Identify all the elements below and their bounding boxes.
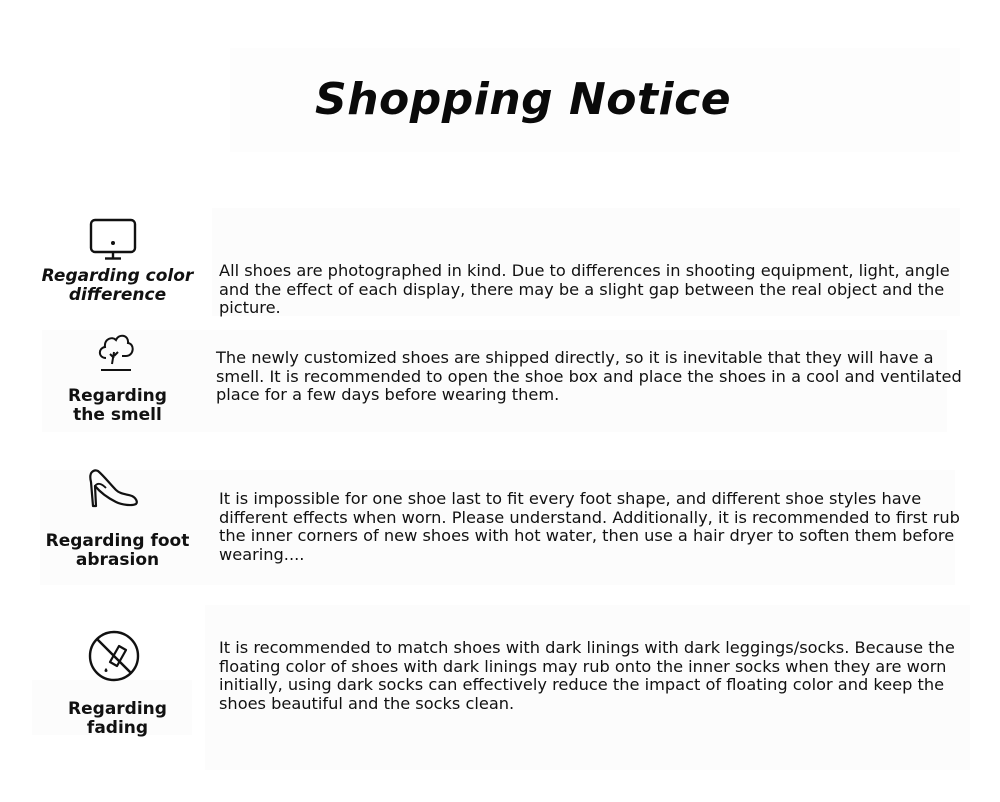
section-2-text: The newly customized shoes are shipped directly, so it is inevitable that they will have a smell. It is recommended to open the shoe box and place the shoes in a cool and ventilated place for a few days before wearing them. bbox=[216, 348, 962, 404]
section-4-label bbox=[40, 700, 195, 738]
page-title: Shopping Notice bbox=[315, 74, 732, 125]
section-1-label-line2: difference bbox=[68, 285, 167, 305]
section-2-label-line2: the smell bbox=[73, 405, 162, 425]
section-1-label bbox=[40, 267, 195, 305]
section-2-label bbox=[40, 387, 195, 425]
section-3-label-line2: abrasion bbox=[75, 550, 160, 570]
section-3-label-line1: Regarding foot bbox=[45, 531, 190, 551]
section-2-label-line1: Regarding bbox=[68, 386, 167, 406]
section-1-label-line1: Regarding color bbox=[41, 266, 194, 286]
section-4-label-line1: Regarding bbox=[68, 699, 167, 719]
monitor-icon bbox=[88, 218, 138, 262]
no-fading-icon bbox=[86, 628, 142, 684]
section-4-text: It is recommended to match shoes with dark linings with dark leggings/socks. Because the floating color of shoes with dark linings may rub onto the inner socks when they are worn initially, using dark socks can effectively reduce the impact of floating color and keep the shoes beautiful and the socks clean. bbox=[219, 638, 955, 713]
section-4-label-line2: fading bbox=[86, 718, 149, 738]
high-heel-icon bbox=[86, 468, 140, 510]
section-3-label bbox=[40, 532, 195, 570]
smell-cloud-icon bbox=[96, 330, 136, 374]
section-1-text: All shoes are photographed in kind. Due to differences in shooting equipment, light, angle and the effect of each display, there may be a slight gap between the real object and the picture. bbox=[219, 261, 950, 317]
section-3-text: It is impossible for one shoe last to fit every foot shape, and different shoe styles have different effects when worn. Please understand. Additionally, it is recommended to first rub the inner corners of new shoes with hot water, then use a hair dryer to soften them before wearing.... bbox=[219, 489, 960, 564]
